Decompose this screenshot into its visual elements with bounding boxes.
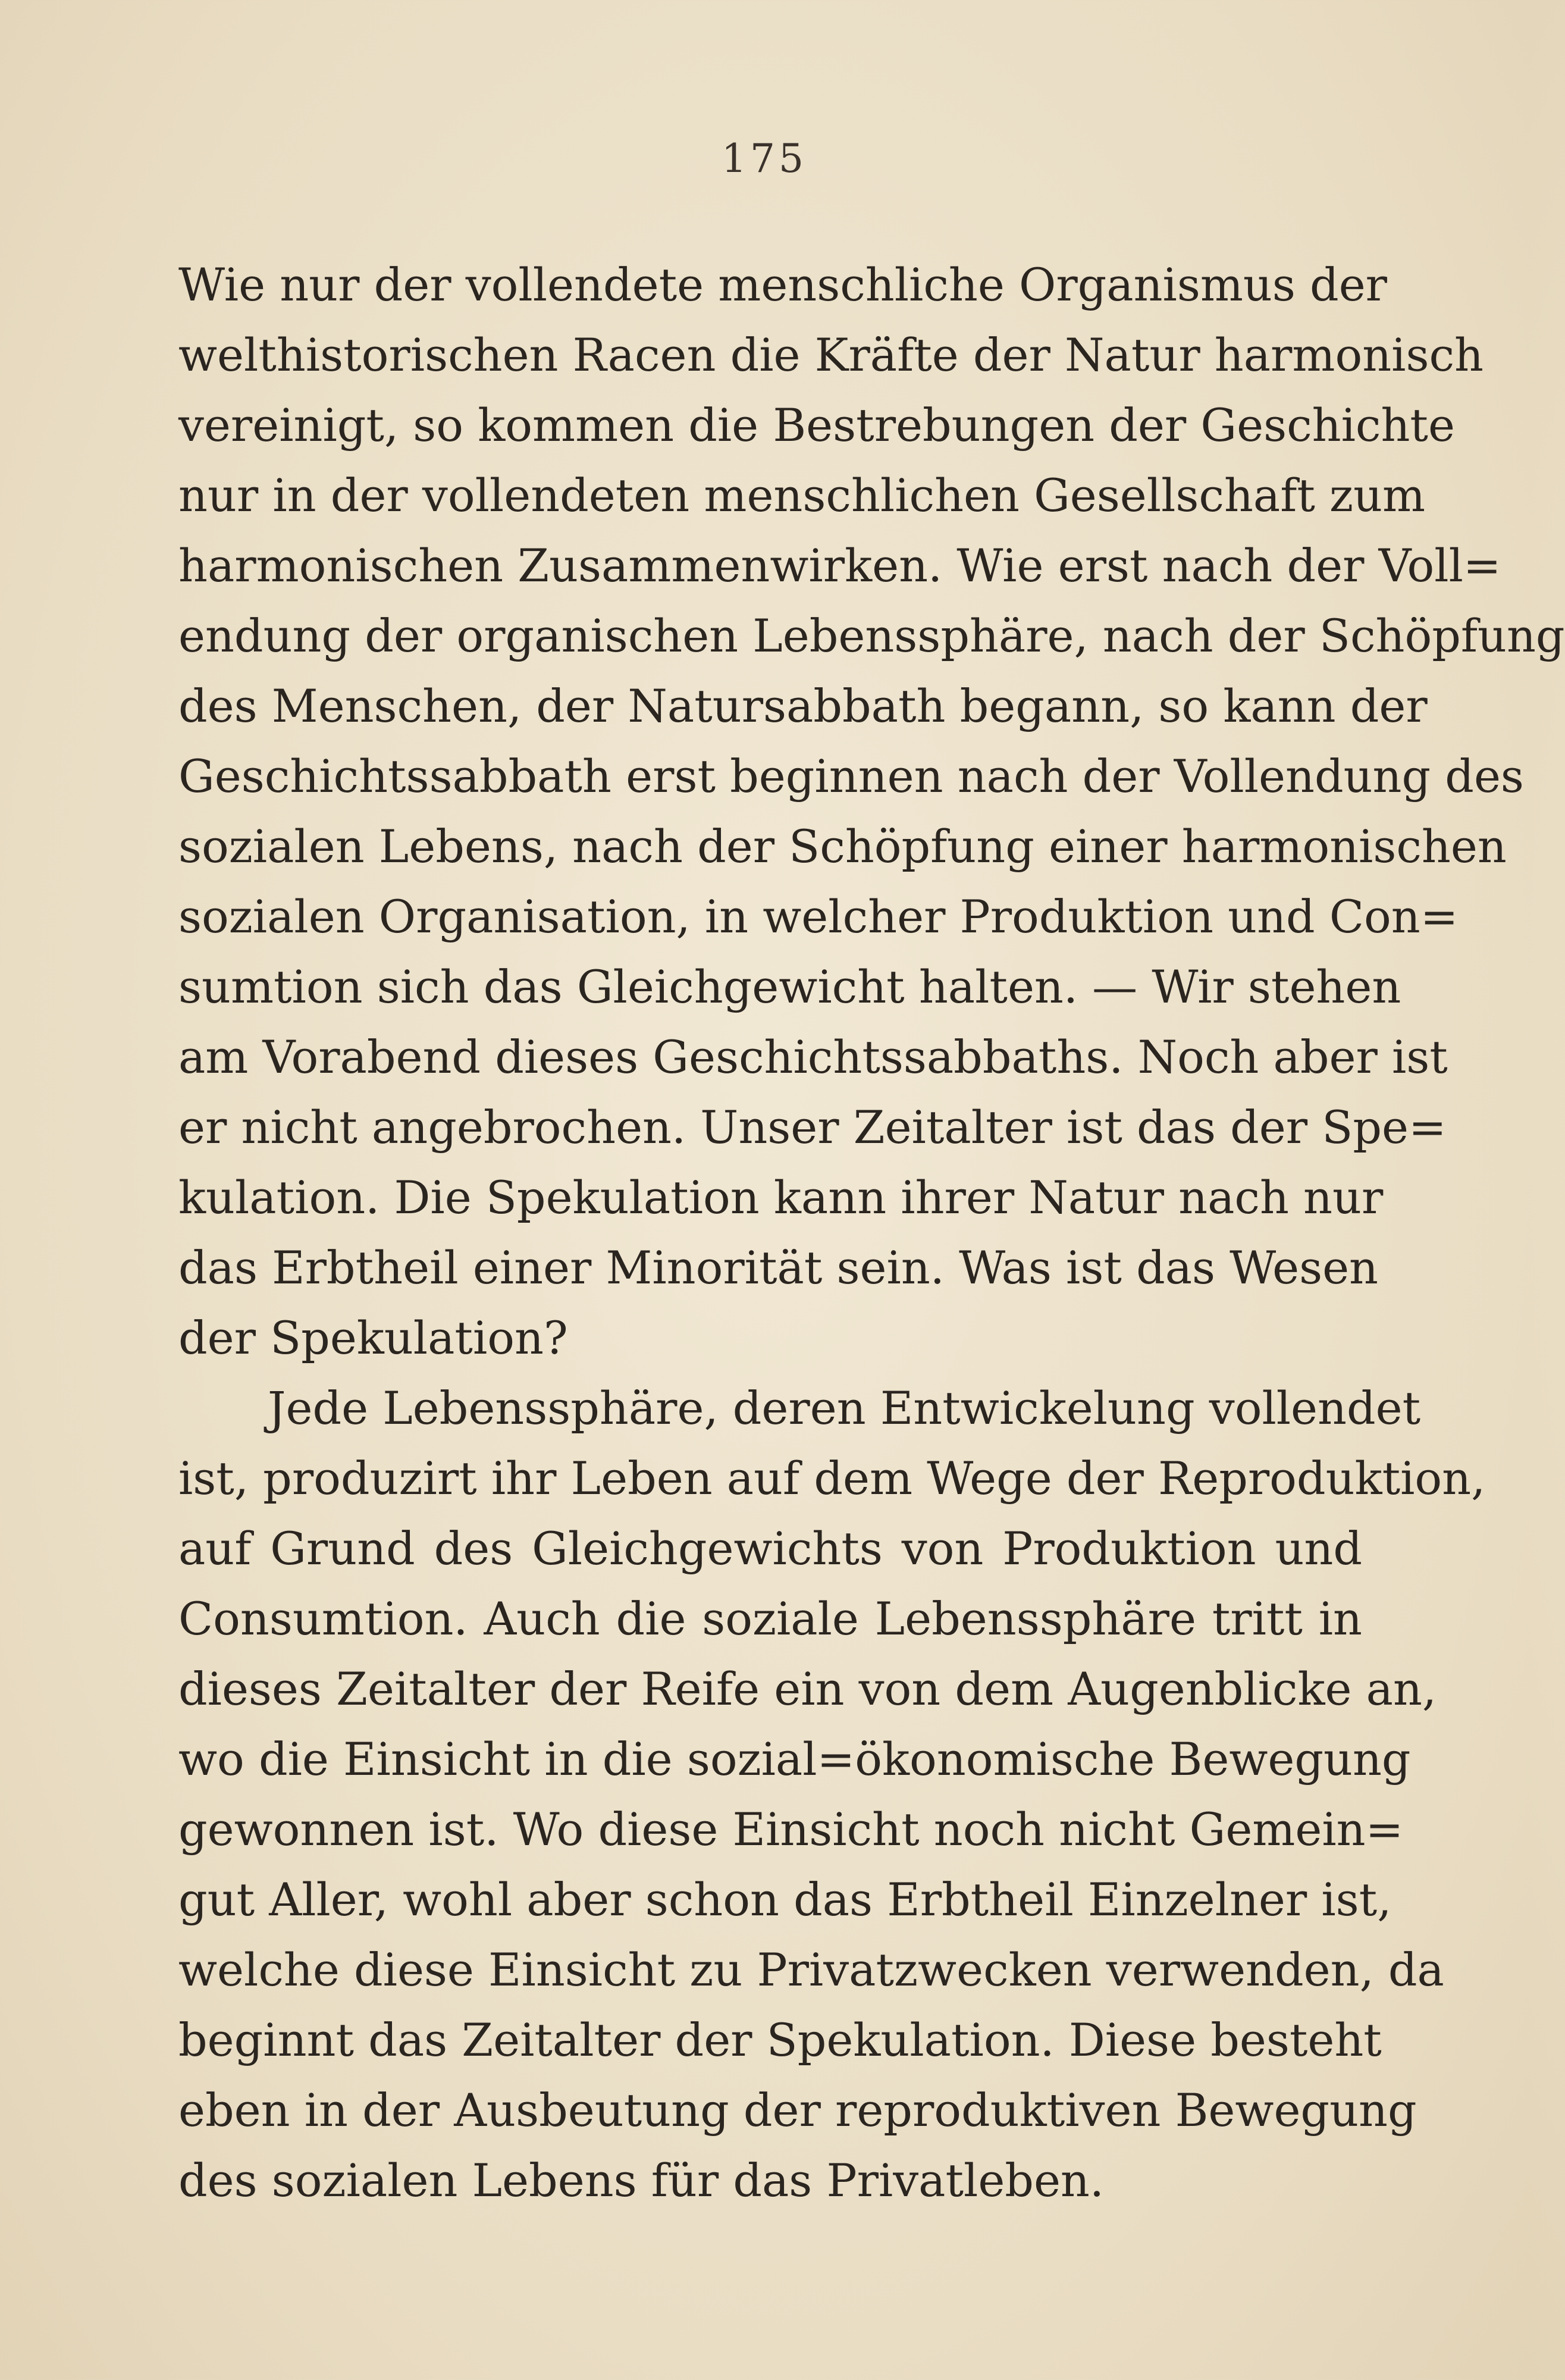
text-line: der Spekulation? (178, 1311, 568, 1364)
text-line: Geschichtssabbath erst beginnen nach der Vollendung des (178, 750, 1524, 803)
text-line: wo die Einsicht in die sozial=ökonomische Bewegung (178, 1733, 1411, 1786)
text-line: das Erbtheil einer Minorität sein. Was ist das Wesen (178, 1241, 1379, 1294)
text-line: eben in der Ausbeutung der reproduktiven Bewegung (178, 2084, 1417, 2137)
text-line: am Vorabend dieses Geschichtssabbaths. Noch aber ist (178, 1031, 1448, 1083)
text-line: Wie nur der vollendete menschliche Organismus der (178, 258, 1387, 311)
paragraph-2 (178, 1373, 1486, 2216)
page-body (178, 250, 1565, 2216)
text-line: Consumtion. Auch die soziale Lebenssphäre tritt in (178, 1592, 1362, 1645)
text-line: auf Grund des Gleichgewichts von Produktion und (178, 1522, 1362, 1575)
text-line: er nicht angebrochen. Unser Zeitalter ist das der Spe= (178, 1101, 1447, 1154)
text-line: harmonischen Zusammenwirken. Wie erst nach der Voll= (178, 539, 1501, 592)
text-line: des sozialen Lebens für das Privatleben. (178, 2154, 1105, 2207)
paragraph-1 (178, 250, 1565, 1373)
text-line: vereinigt, so kommen die Bestrebungen der Geschichte (178, 399, 1455, 452)
text-line: welthistorischen Racen die Kräfte der Natur harmonisch (178, 328, 1484, 381)
text-line: nur in der vollendeten menschlichen Gesellschaft zum (178, 469, 1426, 522)
text-line: dieses Zeitalter der Reife ein von dem Augenblicke an, (178, 1662, 1437, 1715)
text-line: sozialen Lebens, nach der Schöpfung einer harmonischen (178, 820, 1507, 873)
text-line: gewonnen ist. Wo diese Einsicht noch nicht Gemein= (178, 1803, 1404, 1856)
text-line: sumtion sich das Gleichgewicht halten. — Wir stehen (178, 960, 1401, 1013)
text-line: beginnt das Zeitalter der Spekulation. Diese besteht (178, 2013, 1382, 2066)
text-line: ist, produzirt ihr Leben auf dem Wege der Reproduktion, (178, 1452, 1486, 1505)
text-line: kulation. Die Spekulation kann ihrer Natur nach nur (178, 1171, 1384, 1224)
text-line: gut Aller, wohl aber schon das Erbtheil Einzelner ist, (178, 1873, 1392, 1926)
text-line: Jede Lebenssphäre, deren Entwickelung vollendet (268, 1382, 1421, 1435)
text-line: welche diese Einsicht zu Privatzwecken verwenden, da (178, 1943, 1444, 1996)
text-line: sozialen Organisation, in welcher Produktion und Con= (178, 890, 1459, 943)
page-number: 175 (722, 136, 807, 181)
text-line: endung der organischen Lebenssphäre, nach der Schöpfung (178, 609, 1565, 662)
text-line: des Menschen, der Natursabbath begann, so kann der (178, 679, 1428, 732)
